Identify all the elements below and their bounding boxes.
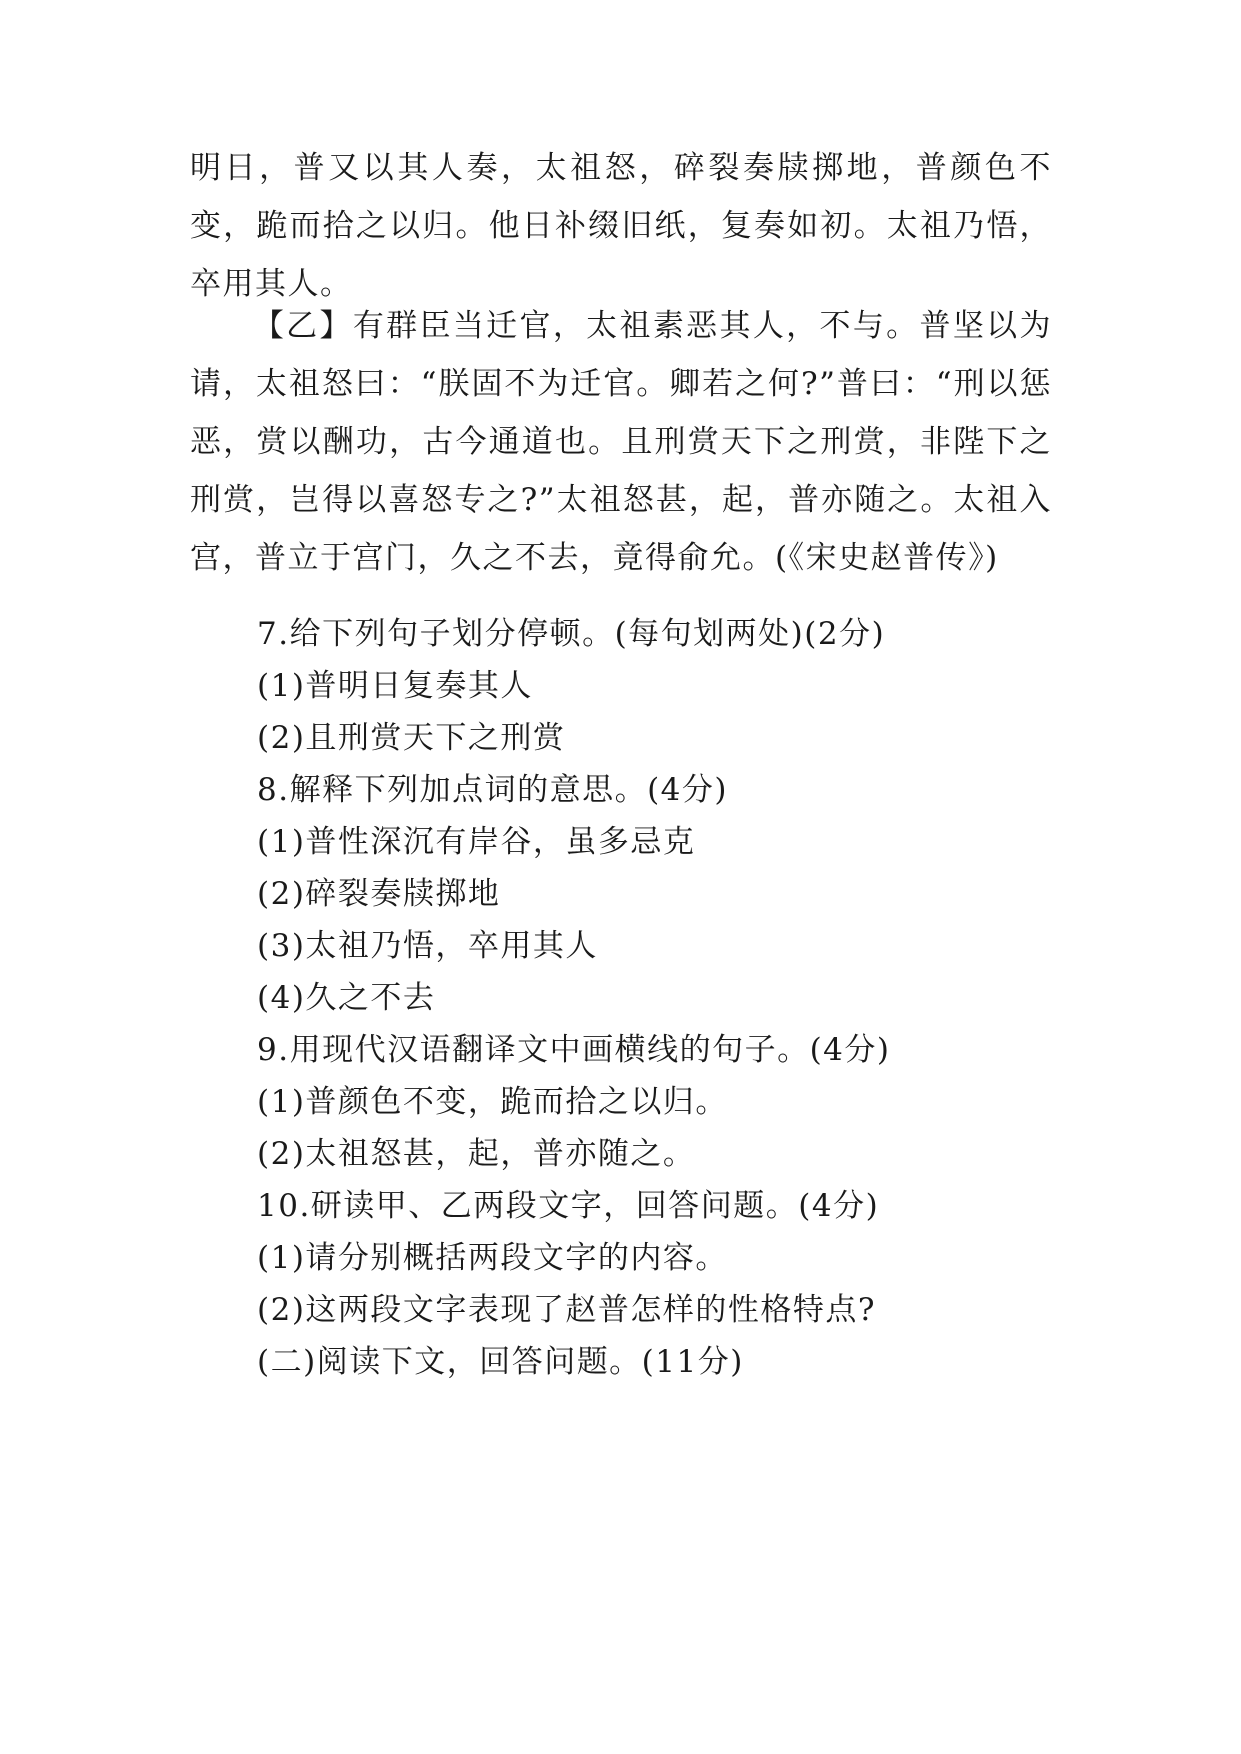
passage-yi-text: 【乙】有群臣当迁官，太祖素恶其人，不与。普坚以为请，太祖怒曰：“朕固不为迁官。卿若之何?”普曰：“刑以惩恶，赏以酬功，古今通道也。且刑赏天下之刑赏，非陛下之刑赏，岂得以喜怒专之?”太祖怒甚，起，普亦随之。太祖入宫，普立于宫门，久之不去，竟得俞允。(《宋史赵普传》) <box>190 308 1052 576</box>
question-7-title: 7.给下列句子划分停顿。(每句划两处)(2分) <box>257 616 886 652</box>
question-8-title: 8.解释下列加点词的意思。(4分) <box>257 772 728 808</box>
question-9-item-1: (1)普颜色不变，跪而拾之以归。 <box>257 1084 728 1120</box>
question-10-item-1: (1)请分别概括两段文字的内容。 <box>257 1240 728 1276</box>
question-10-title: 10.研读甲、乙两段文字，回答问题。(4分) <box>257 1188 880 1224</box>
passage-jia-continuation: 明日，普又以其人奏，太祖怒，碎裂奏牍掷地，普颜色不变，跪而拾之以归。他日补缀旧纸，复奏如初。太祖乃悟，卒用其人。 <box>190 150 1052 302</box>
question-8-item-1: (1)普性深沉有岸谷，虽多忌克 <box>257 824 696 860</box>
question-9-item-2: (2)太祖怒甚，起，普亦随之。 <box>257 1136 696 1172</box>
question-10-item-2: (2)这两段文字表现了赵普怎样的性格特点? <box>257 1292 877 1328</box>
question-8-item-3: (3)太祖乃悟，卒用其人 <box>257 928 598 964</box>
question-7-item-1: (1)普明日复奏其人 <box>257 668 533 704</box>
passage-yi <box>190 297 1052 587</box>
question-8-item-4: (4)久之不去 <box>257 980 436 1016</box>
question-7-item-2: (2)且刑赏天下之刑赏 <box>257 720 566 756</box>
section-2-heading: (二)阅读下文，回答问题。(11分) <box>257 1344 744 1380</box>
question-9-title: 9.用现代汉语翻译文中画横线的句子。(4分) <box>257 1032 891 1068</box>
question-8-item-2: (2)碎裂奏牍掷地 <box>257 876 501 912</box>
